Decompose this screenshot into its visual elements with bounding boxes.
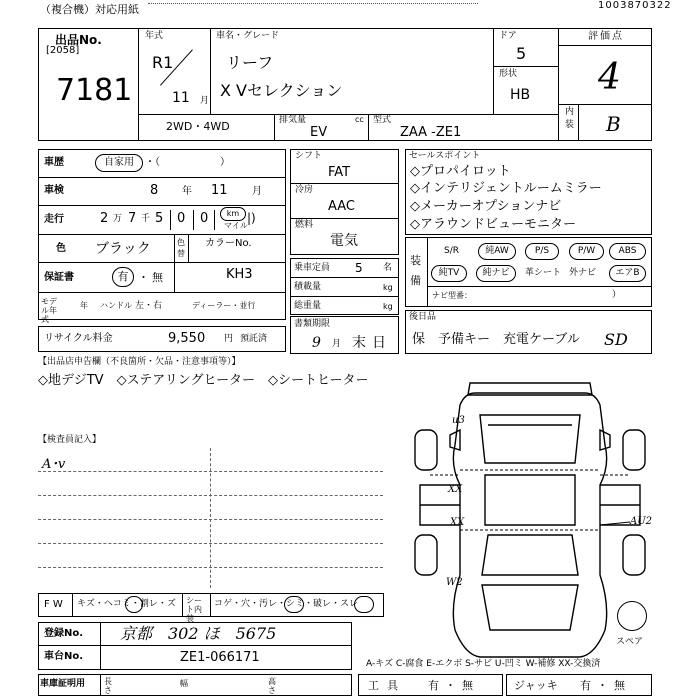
jack-value: 有・無 — [580, 679, 631, 692]
mileage-mile: マイル — [224, 221, 248, 230]
model-code-value: ZAA -ZE1 — [400, 125, 462, 140]
equip-abs-circle: ABS — [609, 243, 646, 260]
doc-deadline-label: 書類期限 — [294, 319, 331, 329]
divider — [38, 292, 286, 293]
mileage-d3: 5 — [155, 211, 164, 226]
fw-items: コゲ・穴・汚レ・シミ・破レ・スレ — [214, 599, 359, 609]
divider — [193, 210, 194, 230]
header-cut-line — [148, 3, 478, 4]
spare-label: スペア — [616, 637, 644, 647]
recycle-unit: 円 — [224, 334, 234, 344]
doc-deadline-month-unit: 月 — [332, 339, 342, 349]
mark-w2: W2 — [446, 577, 463, 588]
divider — [38, 645, 352, 646]
equipment-label: 装備 — [410, 254, 421, 287]
color-value: ブラック — [95, 241, 151, 257]
seller-notes-label: 【出品店申告欄（不良箇所・欠品・注意事項等）】 — [38, 357, 241, 367]
car-damage-diagram — [410, 375, 653, 660]
rating-score: 4 — [598, 57, 621, 98]
ac-label: 冷房 — [295, 185, 314, 195]
equip-aw-circle: 純AW — [478, 243, 516, 260]
divider — [100, 674, 101, 696]
spec-year-label: 年 — [80, 301, 88, 310]
divider — [290, 183, 399, 184]
extras-label: 後日品 — [409, 312, 437, 322]
mark-xx-2: XX — [450, 517, 465, 528]
divider — [174, 234, 175, 292]
divider — [493, 66, 558, 67]
doc-deadline-value: 末日 — [352, 335, 392, 351]
divider — [138, 114, 558, 115]
mileage-d4: 0 — [177, 211, 186, 226]
fw-mark-circle-3 — [354, 596, 374, 613]
lot-number: 7181 — [56, 73, 133, 108]
doors-label: ドア — [499, 31, 517, 41]
equip-navi-circle: 純ナビ — [476, 265, 516, 282]
weight-unit: kg — [383, 302, 393, 311]
model-grade: X Vセレクション — [220, 81, 343, 100]
warranty-no: 無 — [152, 271, 163, 284]
color-change-label: 色替 — [177, 238, 185, 258]
sales-point-1: ◇プロパイロット — [410, 164, 511, 179]
load-label: 積載量 — [294, 282, 322, 292]
divider — [210, 593, 211, 617]
spec-handle-value: 左・右 — [135, 301, 163, 311]
interior-label: 内装 — [565, 107, 575, 130]
seller-notes-text: ◇地デジTV ◇ステアリングヒーター ◇シートヒーター — [38, 373, 369, 388]
sales-point-4: ◇アラウンドビューモニター — [410, 217, 576, 232]
inspector-text: A･v — [42, 457, 66, 472]
divider — [138, 28, 139, 141]
divider — [38, 234, 286, 235]
header-note: （複合機）対応用紙 — [40, 3, 139, 16]
lot-small-no: [2058] — [46, 45, 80, 56]
sales-point-3: ◇メーカーオプションナビ — [410, 199, 562, 214]
mark-u3: u3 — [452, 415, 465, 426]
fw-label: F W — [44, 599, 63, 610]
mileage-u2: 千 — [141, 214, 151, 224]
mileage-u1: 万 — [113, 214, 123, 224]
weight-label: 総重量 — [294, 301, 322, 311]
divider — [558, 104, 652, 105]
drive-text: 2WD・4WD — [166, 120, 230, 133]
sales-points-label: セールスポイント — [409, 151, 481, 161]
mileage-d1: 2 — [100, 211, 109, 226]
chassis-label: 車台No. — [44, 651, 84, 662]
mileage-km-circle: km — [220, 207, 246, 221]
cert-length: 長さ — [104, 677, 112, 695]
equip-ps-circle: P/S — [525, 243, 559, 260]
navi-model-end: ） — [612, 290, 622, 300]
divider — [182, 593, 183, 617]
spec-handle: ハンドル — [100, 301, 132, 310]
mileage-d2: 7 — [128, 211, 137, 226]
year-month-unit: 月 — [200, 96, 210, 106]
mileage-label: 走行 — [44, 214, 64, 225]
mileage-d5: 0 — [200, 211, 209, 226]
model-code-label: 型式 — [373, 115, 392, 125]
tools-label: 工具 — [368, 679, 406, 692]
color-no-label: カラーNo. — [205, 238, 252, 249]
fw-mark-circle-1 — [125, 596, 143, 613]
divider — [578, 104, 579, 141]
divider — [427, 237, 428, 307]
ac-value: AAC — [328, 199, 355, 214]
cert-label: 車庫証明用 — [40, 679, 86, 689]
equip-leather: 革シート — [525, 268, 562, 278]
divider — [100, 622, 101, 670]
divider — [214, 210, 215, 230]
cert-width: 幅 — [180, 679, 188, 688]
navi-model-label: ナビ型番： — [432, 291, 472, 300]
divider — [493, 28, 494, 114]
spare-tire-icon — [617, 601, 647, 631]
fw-mark-circle-2 — [284, 596, 304, 613]
inspection-year-unit: 年 — [182, 186, 192, 197]
inspector-label: 【検査員記入】 — [38, 435, 102, 445]
capacity-value: 5 — [355, 261, 363, 275]
load-unit: kg — [383, 283, 393, 292]
inspection-label: 車検 — [44, 185, 64, 196]
divider — [290, 277, 399, 278]
inspection-month-unit: 月 — [252, 186, 262, 197]
divider — [170, 210, 171, 230]
inspection-year: 8 — [150, 183, 159, 198]
history-private-circle: 自家用 — [95, 154, 143, 172]
registration-label: 登録No. — [44, 628, 84, 639]
recycle-label: リサイクル料金 — [44, 333, 113, 344]
model-name: リーフ — [226, 53, 274, 72]
displacement-unit: cc — [355, 115, 364, 124]
mark-au2: AU2 — [630, 516, 653, 527]
color-label: 色 — [56, 243, 66, 254]
registration-value: 京都 302 ほ 5675 — [120, 624, 277, 643]
jack-label: ジャッキ — [514, 679, 558, 692]
shape-value: HB — [510, 87, 531, 103]
divider — [558, 45, 652, 46]
lot-label: 出品No. — [55, 33, 102, 47]
tools-value: 有・無 — [428, 679, 479, 692]
divider — [38, 205, 286, 206]
shift-value: FAT — [328, 165, 351, 180]
mileage-bracket: |) — [247, 211, 256, 225]
year-label: 年式 — [145, 31, 164, 41]
warranty-yes-circle: 有 — [112, 267, 134, 287]
doors-value: 5 — [516, 44, 527, 63]
inspection-month: 11 — [211, 183, 228, 198]
capacity-unit: 名 — [383, 263, 393, 273]
sheet-number: 1003870322 — [598, 0, 672, 11]
fw-seat: シート内装 — [186, 596, 202, 623]
damage-legend: A-キズ C-腐食 E-エクボ S-サビ U-凹ミ W-補修 XX-交換済 — [366, 659, 601, 669]
shift-label: シフト — [295, 151, 323, 161]
divider — [210, 28, 211, 114]
spec-label: モデル年式 — [41, 297, 57, 324]
equip-tv-circle: 純TV — [431, 265, 467, 282]
divider — [72, 593, 73, 617]
divider — [38, 262, 286, 263]
model-label: 車名・グレード — [216, 31, 280, 41]
divider — [290, 218, 399, 219]
sales-point-2: ◇インテリジェントルームミラー — [410, 181, 602, 196]
note-divider — [210, 448, 211, 588]
extras-sd: SD — [604, 330, 628, 349]
capacity-label: 乗車定員 — [294, 263, 331, 273]
fuel-value: 電気 — [330, 233, 358, 249]
recycle-value: 9,550 — [168, 331, 206, 346]
divider — [427, 286, 652, 287]
cert-row — [38, 674, 352, 696]
divider — [188, 234, 189, 262]
year-value: R1 — [152, 53, 174, 72]
equip-pw-circle: P/W — [569, 243, 604, 260]
divider — [368, 114, 369, 141]
shape-label: 形状 — [499, 69, 518, 79]
divider — [38, 177, 286, 178]
recycle-note: 預託済 — [240, 334, 268, 344]
equip-airbag-circle: エアB — [609, 265, 646, 282]
warranty-sep: ・ — [138, 271, 149, 284]
equip-ext-navi: 外ナビ — [569, 268, 597, 278]
rating-label: 評価点 — [588, 31, 624, 42]
history-label: 車歴 — [44, 157, 64, 168]
year-month: 11 — [172, 90, 190, 106]
interior-value: B — [606, 112, 621, 136]
divider — [274, 114, 275, 141]
chassis-value: ZE1-066171 — [180, 650, 260, 665]
history-rest: ・（ ） — [145, 157, 230, 168]
doc-deadline-month: 9 — [312, 335, 321, 351]
displacement-label: 排気量 — [279, 115, 307, 125]
spec-dealer: ディーラー・並行 — [192, 301, 256, 310]
fw-scratch: キズ・ヘコミ・割レ・ズ — [77, 599, 176, 609]
displacement-value: EV — [310, 125, 328, 140]
fuel-label: 燃料 — [295, 220, 314, 230]
divider — [290, 296, 399, 297]
equip-sr: S/R — [444, 246, 459, 256]
color-no-value: KH3 — [226, 267, 253, 282]
cert-height: 高さ — [268, 677, 276, 695]
warranty-label: 保証書 — [44, 272, 74, 283]
extras-items: 保 予備キー 充電ケーブル — [412, 332, 580, 347]
mark-xx-1: XX — [448, 484, 463, 495]
